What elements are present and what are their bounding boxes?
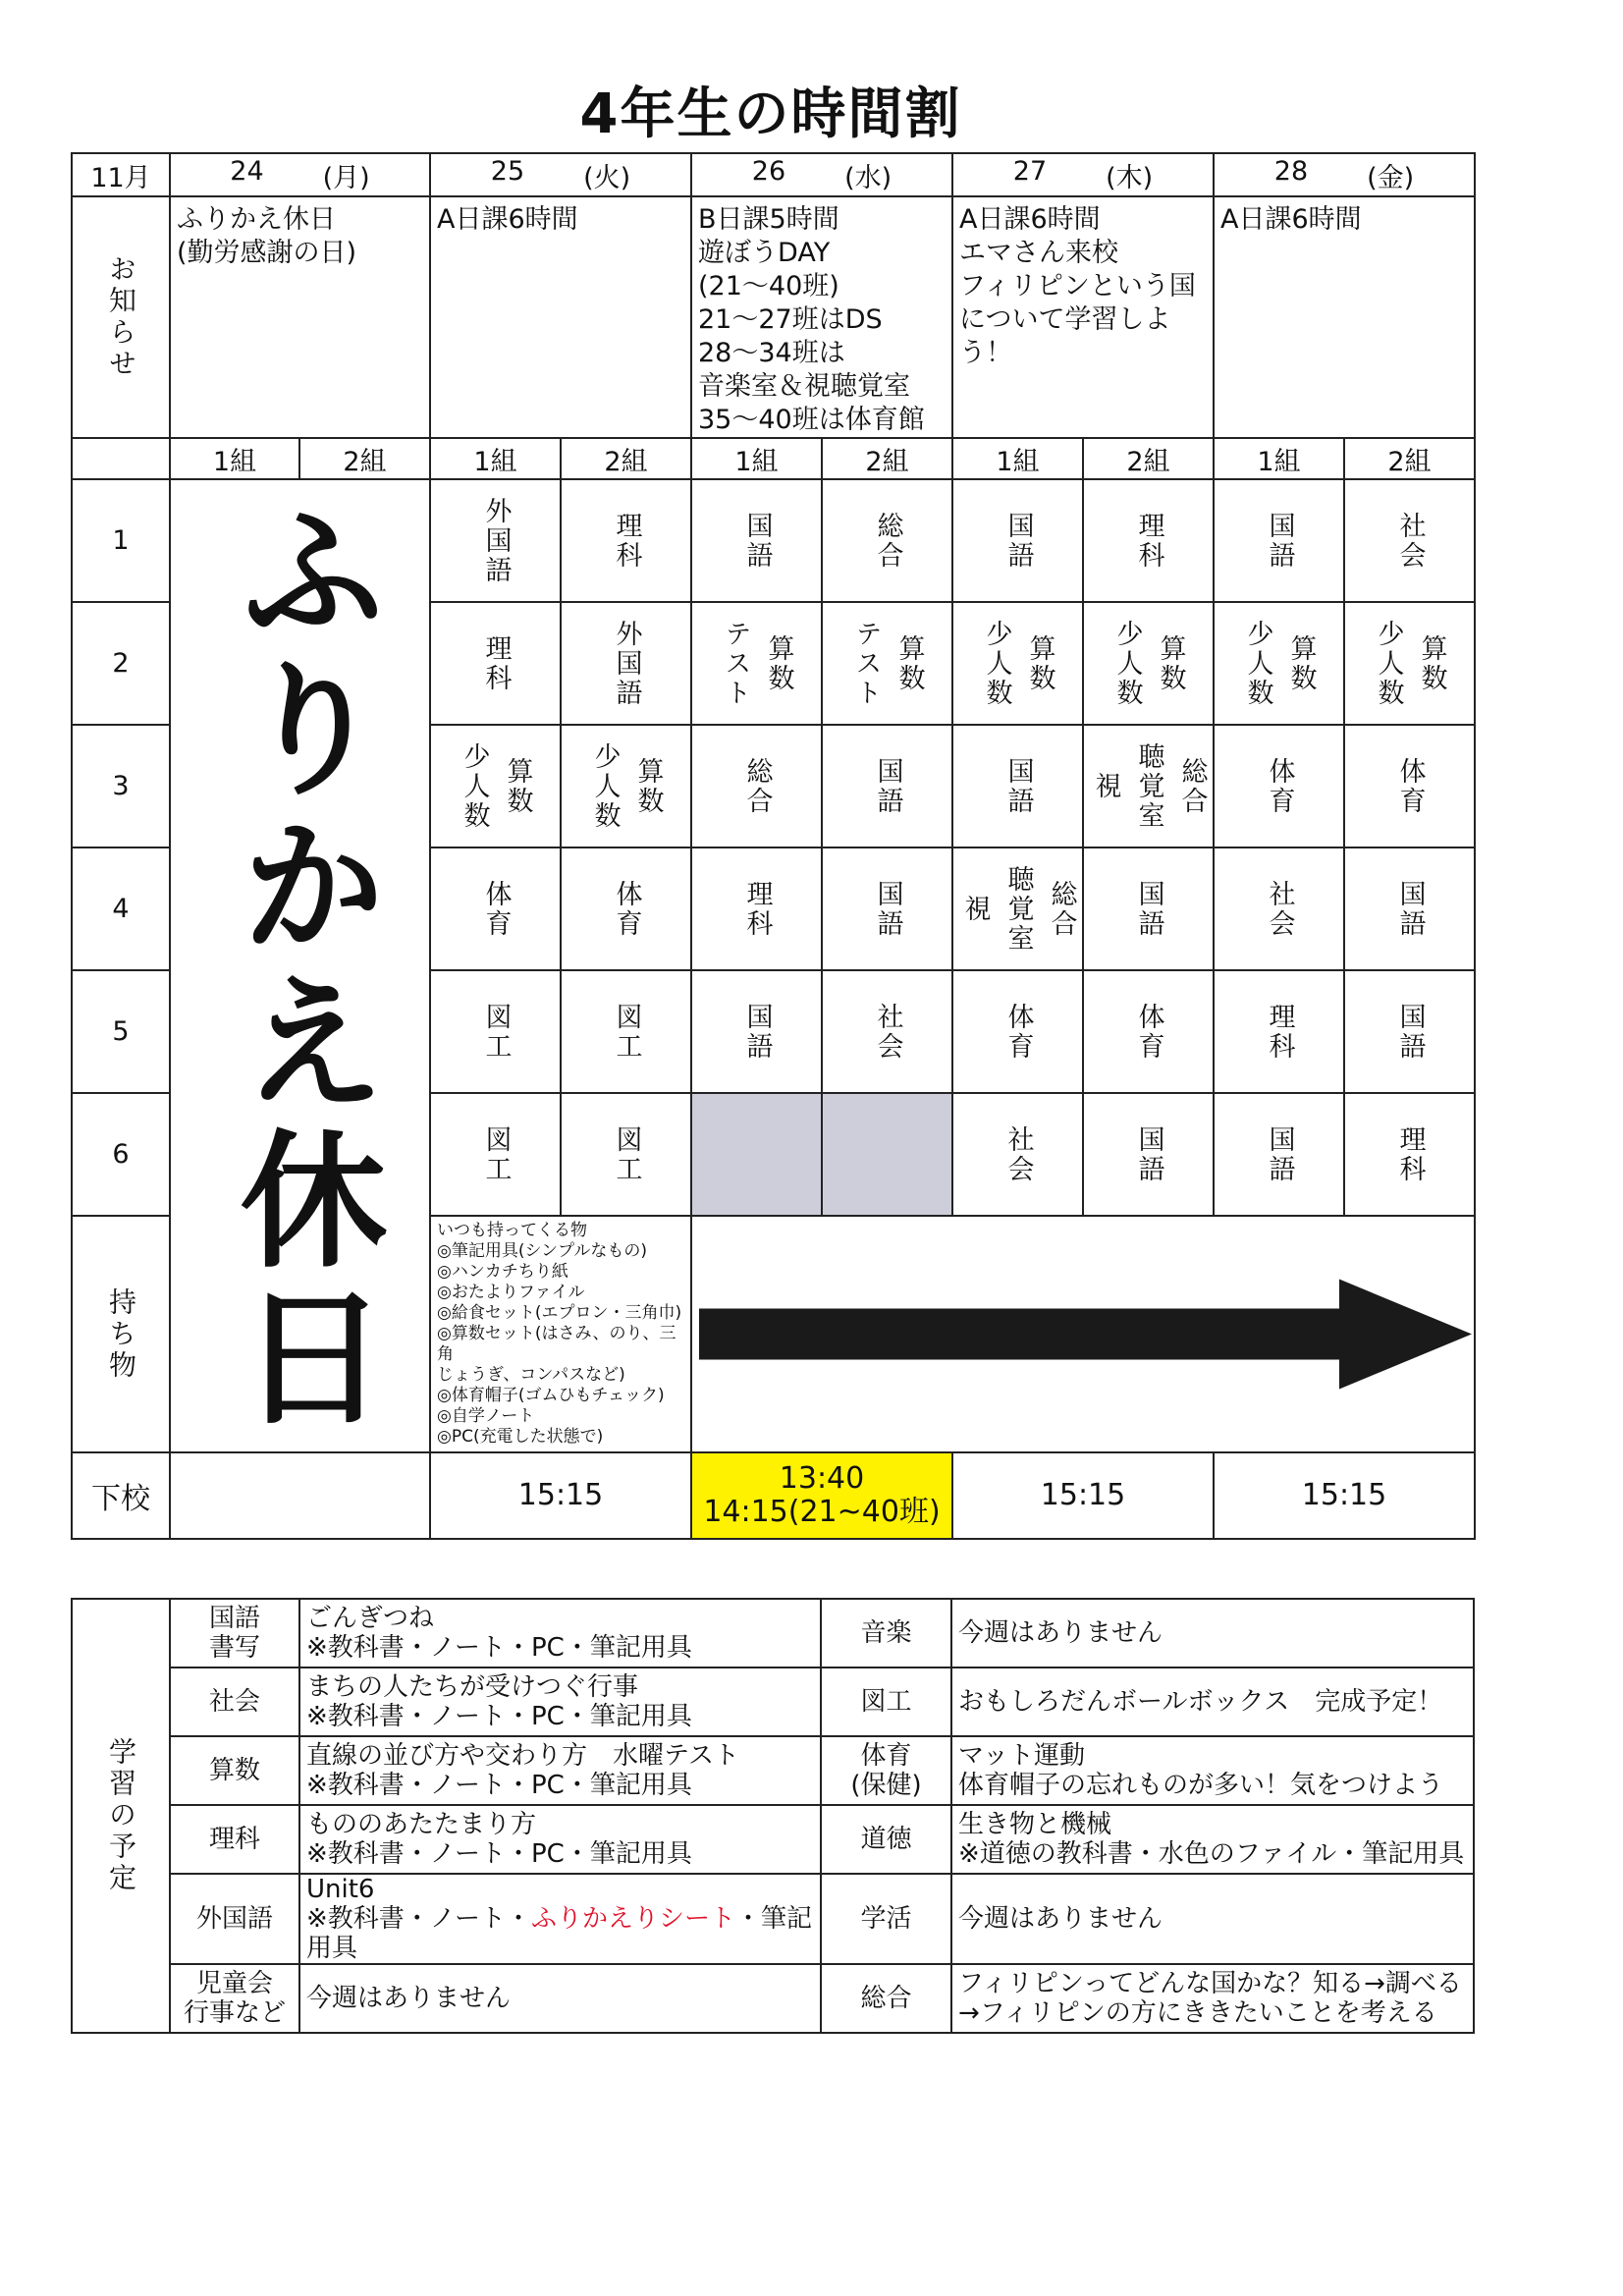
desc-line: ※教科書・ノート・ [306,1904,532,1934]
subject-cell [1344,970,1475,1093]
subject-text: 体育 [480,879,512,939]
subject-cell [1083,970,1214,1093]
notice-row [72,196,1475,438]
schedule-row [72,1599,1474,1667]
schedule-description: 今週はありません [299,1964,821,2033]
subject-cell [1344,602,1475,725]
period-number: 3 [72,725,170,847]
schedule-subject: 社会 [170,1667,299,1736]
subject-text: 図工 [480,1124,512,1184]
schedule-subject: 道徳 [821,1805,951,1874]
schedule-label: 学習の予定 [105,1737,137,1894]
items-arrow-cell [691,1216,952,1452]
schedule-description: ごんぎつね ※教科書・ノート・PC・筆記用具 [299,1599,821,1667]
leave-time: 15:15 [430,1452,691,1539]
holiday-cell [170,479,430,1452]
subject-cell [430,479,561,602]
subject-text: 国語 [1002,756,1034,816]
schedule-description: 今週はありません [951,1599,1474,1667]
highlight-text: ふりかえりシート [531,1904,736,1934]
class-header: 1組 [952,438,1083,479]
schedule-row [72,1874,1474,1964]
subject-cell [691,1093,822,1216]
subject-cell [1344,725,1475,847]
subject-cell [1214,479,1344,602]
subject-text: 体育 [611,879,642,939]
subject-cell [430,602,561,725]
notice-label: お知らせ [105,254,137,380]
class-row [72,438,1475,479]
subject-cell [430,847,561,970]
schedule-description [299,1874,821,1964]
subject-text: 理科 [1394,1124,1426,1184]
desc-line: ・筆記用具 [306,1904,813,1963]
schedule-label-cell [72,1599,170,2033]
subject-text: 算数 [502,756,533,816]
subject-cell [1083,602,1214,725]
subject-text: 少人数 [459,741,490,831]
class-header: 2組 [1344,438,1475,479]
notice-thu: A日課6時間 エマさん来校 フィリピンという国 について学習しよ う！ [952,196,1214,438]
subject-text: 図工 [480,1002,512,1062]
schedule-subject: 外国語 [170,1874,299,1964]
subject-text: 総合 [872,511,903,571]
schedule-subject: 音楽 [821,1599,951,1667]
leave-time: 13:40 14:15(21~40班) [691,1452,952,1539]
items-arrow-cell [952,1216,1214,1452]
items-list: いつも持ってくる物 ◎筆記用具(シンプルなもの) ◎ハンカチちり紙 ◎おたよりファイル ◎給食セット(エプロン・三角巾) ◎算数セット(はさみ、のり、三角 じょうぎ、コンパスなど) ◎体育帽子(ゴムひもチェック) ◎自学ノート ◎PC(充電した状態で) [430,1216,691,1452]
subject-cell [561,847,691,970]
subject-text: 社会 [1394,511,1426,571]
subject-cell [691,847,822,970]
subject-text: 理科 [611,511,642,571]
class-header: 2組 [822,438,952,479]
day-header-thu: 27 (木) [952,153,1214,196]
notice-wed: B日課5時間 遊ぼうDAY (21〜40班) 21〜27班はDS 28〜34班は 音楽室＆視聴覚室 35〜40班は体育館 [691,196,952,438]
notice-label-cell [72,196,170,438]
subject-text: 総合 [1046,879,1077,939]
subject-text: 国語 [1394,1002,1426,1062]
subject-text: 社会 [1264,879,1295,939]
items-arrow-cell [1214,1216,1475,1452]
schedule-row [72,1667,1474,1736]
subject-text: 体育 [1264,756,1295,816]
subject-cell [1344,847,1475,970]
subject-text: 外国語 [480,496,512,585]
subject-cell [561,602,691,725]
subject-cell [1344,479,1475,602]
subject-text: 理科 [1264,1002,1295,1062]
subject-cell [952,847,1083,970]
day-header-wed: 26 (水) [691,153,952,196]
period-number: 6 [72,1093,170,1216]
schedule-description: マット運動 体育帽子の忘れものが多い！気をつけよう [951,1736,1474,1805]
subject-cell [691,725,822,847]
schedule-row [72,1736,1474,1805]
subject-cell [561,970,691,1093]
subject-text: 少人数 [1242,619,1273,708]
subject-text: 少人数 [589,741,621,831]
subject-text: 国語 [741,1002,773,1062]
subject-text: 国語 [1133,879,1164,939]
leave-time [170,1452,430,1539]
leave-time: 15:15 [1214,1452,1475,1539]
subject-text: 国語 [1133,1124,1164,1184]
subject-cell [1083,479,1214,602]
schedule-subject: 算数 [170,1736,299,1805]
subject-cell [691,970,822,1093]
subject-text: 体育 [1133,1002,1164,1062]
subject-text: 少人数 [1373,619,1404,708]
subject-text: 国語 [1394,879,1426,939]
subject-text: 国語 [872,879,903,939]
subject-text: 少人数 [1111,619,1143,708]
subject-text: 理科 [1133,511,1164,571]
subject-cell [561,1093,691,1216]
class-header: 1組 [170,438,299,479]
schedule-subject: 国語 書写 [170,1599,299,1667]
subject-text: 体育 [1394,756,1426,816]
study-schedule [71,1598,1475,2034]
class-header: 2組 [1083,438,1214,479]
subject-cell [1214,847,1344,970]
class-header: 2組 [299,438,430,479]
subject-cell [1214,602,1344,725]
subject-cell [822,602,952,725]
day-header-fri: 28 (金) [1214,153,1475,196]
subject-text: 体育 [1002,1002,1034,1062]
subject-text: 算数 [1416,633,1447,693]
day-header-mon: 24 (月) [170,153,430,196]
leave-time: 15:15 [952,1452,1214,1539]
schedule-row [72,1805,1474,1874]
subject-text: 総合 [1176,756,1208,816]
subject-text: 理科 [480,633,512,693]
subject-text: 算数 [1155,633,1186,693]
schedule-description: おもしろだんボールボックス 完成予定！ [951,1667,1474,1736]
schedule-description: 直線の並び方や交わり方 水曜テスト ※教科書・ノート・PC・筆記用具 [299,1736,821,1805]
header-row [72,153,1475,196]
leave-row [72,1452,1475,1539]
subject-cell [691,602,822,725]
subject-cell [1214,970,1344,1093]
subject-cell [822,1093,952,1216]
class-header: 1組 [1214,438,1344,479]
notice-tue: A日課6時間 [430,196,691,438]
holiday-text: ふりかえ休日 [214,494,386,1438]
period-number: 1 [72,479,170,602]
leave-label: 下校 [72,1452,170,1539]
desc-line: Unit6 [306,1875,375,1904]
subject-text: 聴覚室 [1133,741,1164,831]
subject-text: 図工 [611,1002,642,1062]
subject-text: 国語 [1264,1124,1295,1184]
subject-text: 社会 [1002,1124,1034,1184]
subject-cell [430,725,561,847]
period-row [72,479,1475,602]
subject-cell [1083,1093,1214,1216]
timetable [71,152,1476,1540]
subject-cell [1214,725,1344,847]
subject-text: 算数 [1285,633,1317,693]
subject-text: 算数 [1024,633,1055,693]
subject-cell [1083,725,1214,847]
schedule-description: 今週はありません [951,1874,1474,1964]
class-header: 1組 [430,438,561,479]
schedule-description: もののあたたまり方 ※教科書・ノート・PC・筆記用具 [299,1805,821,1874]
subject-text: 社会 [872,1002,903,1062]
subject-text: 算数 [763,633,794,693]
subject-cell [952,602,1083,725]
schedule-description: 生き物と機械 ※道徳の教科書・水色のファイル・筆記用具 [951,1805,1474,1874]
subject-text: 算数 [893,633,925,693]
subject-cell [952,479,1083,602]
day-header-tue: 25 (火) [430,153,691,196]
schedule-description: フィリピンってどんな国かな？知る→調べる →フィリピンの方にききたいことを考える [951,1964,1474,2033]
subject-text: 図工 [611,1124,642,1184]
subject-text: 国語 [1002,511,1034,571]
subject-text: テスト [720,619,751,708]
subject-text: 国語 [741,511,773,571]
subject-cell [691,479,822,602]
class-header: 1組 [691,438,822,479]
notice-fri: A日課6時間 [1214,196,1475,438]
subject-text: 少人数 [981,619,1012,708]
subject-cell [561,725,691,847]
items-label-cell [72,1216,170,1452]
subject-cell [822,847,952,970]
subject-text: 国語 [1264,511,1295,571]
subject-text: テスト [850,619,882,708]
period-number: 5 [72,970,170,1093]
subject-text: 外国語 [611,619,642,708]
subject-text: 聴覚室 [1002,864,1034,954]
schedule-description: まちの人たちが受けつぐ行事 ※教科書・ノート・PC・筆記用具 [299,1667,821,1736]
schedule-subject: 総合 [821,1964,951,2033]
schedule-subject: 理科 [170,1805,299,1874]
subject-cell [430,1093,561,1216]
subject-cell [1344,1093,1475,1216]
period-number: 4 [72,847,170,970]
schedule-subject: 学活 [821,1874,951,1964]
subject-text: 視 [959,894,991,924]
subject-cell [822,479,952,602]
blank-cell [72,438,170,479]
subject-cell [1214,1093,1344,1216]
subject-cell [430,970,561,1093]
subject-cell [1083,847,1214,970]
period-number: 2 [72,602,170,725]
page-title: 4年生の時間割 [579,82,962,146]
class-header: 2組 [561,438,691,479]
subject-text: 視 [1090,771,1121,801]
schedule-subject: 図工 [821,1667,951,1736]
notice-mon: ふりかえ休日 (勤労感謝の日) [170,196,430,438]
schedule-subject: 児童会 行事など [170,1964,299,2033]
subject-text: 国語 [872,756,903,816]
subject-cell [822,725,952,847]
subject-cell [952,1093,1083,1216]
subject-cell [561,479,691,602]
schedule-subject: 体育 (保健) [821,1736,951,1805]
subject-cell [952,725,1083,847]
subject-text: 理科 [741,879,773,939]
month-cell: 11月 [72,153,170,196]
subject-text: 総合 [741,756,773,816]
subject-cell [952,970,1083,1093]
subject-cell [822,970,952,1093]
schedule-row [72,1964,1474,2033]
subject-text: 算数 [632,756,664,816]
items-label: 持ち物 [105,1286,137,1382]
